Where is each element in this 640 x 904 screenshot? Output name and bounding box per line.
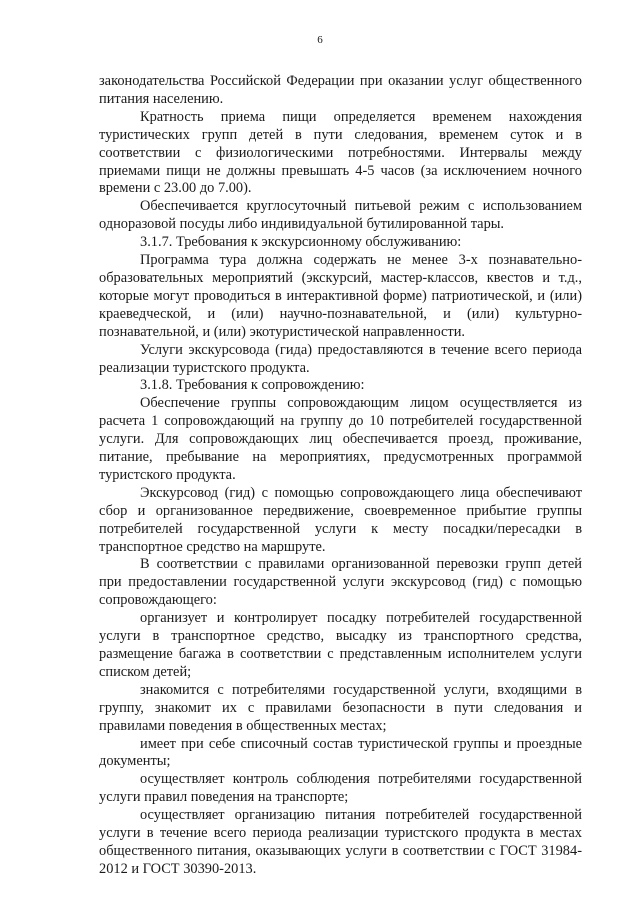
paragraph: Обеспечение группы сопровождающим лицом осуществляется из расчета 1 сопровождающий на группу до 10 потребителей государственной услуги. Для сопровождающих лиц обеспечивается проезд, проживание, питание, пребывание на мероприятиях, предусмотренных программой туристского продукта. [99, 395, 582, 483]
paragraph: Услуги экскурсовода (гида) предоставляются в течение всего периода реализации туристского продукта. [99, 341, 582, 376]
section-heading: 3.1.7. Требования к экскурсионному обслуживанию: [140, 234, 462, 251]
paragraph: Обеспечивается круглосуточный питьевой режим с использованием одноразовой посуды либо индивидуальной бутилированной тары. [99, 198, 582, 233]
list-item: имеет при себе списочный состав туристической группы и проездные документы; [99, 735, 582, 770]
document-body [99, 73, 582, 879]
section-heading: 3.1.8. Требования к сопровождению: [140, 377, 365, 394]
page-number: 6 [317, 34, 323, 46]
list-item: осуществляет организацию питания потребителей государственной услуги в течение всего периода реализации туристского продукта в местах общественного питания, оказывающих услуги в соответствии с ГОСТ 31984-2012 и ГОСТ 30390-2013. [99, 807, 582, 877]
paragraph: Программа тура должна содержать не менее 3-х познавательно-образовательных мероприятий (экскурсий, мастер-классов, квестов и т.д., которые могут проводиться в интерактивной форме) патриотической, и (или) краеведческой, и (или) научно-познавательной, и (или) культурно-познавательной, и (или) экотуристической направленности. [99, 252, 582, 340]
paragraph: В соответствии с правилами организованной перевозки групп детей при предоставлении государственной услуги экскурсовод (гид) с помощью сопровождающего: [99, 556, 582, 609]
list-item: осуществляет контроль соблюдения потребителями государственной услуги правил поведения на транспорте; [99, 771, 582, 806]
paragraph: Экскурсовод (гид) с помощью сопровождающего лица обеспечивают сбор и организованное передвижение, своевременное прибытие группы потребителей государственной услуги к месту посадки/пересадки в транспортное средство на маршруте. [99, 484, 582, 555]
list-item: знакомится с потребителями государственной услуги, входящими в группу, знакомит их с правилами безопасности в пути следования и правилами поведения в общественных местах; [99, 681, 582, 734]
paragraph: законодательства Российской Федерации при оказании услуг общественного питания населению. [99, 73, 582, 107]
list-item: организует и контролирует посадку потребителей государственной услуги в транспортное средство, высадку из транспортного средства, размещение багажа в соответствии с представленным исполнителем услуги списком детей; [99, 610, 582, 680]
paragraph: Кратность приема пищи определяется временем нахождения туристических групп детей в пути следования, временем суток и в соответствии с физиологическими потребностями. Интервалы между приемами пищи не должны превышать 4-5 часов (за исключением ночного времени с 23.00 до 7.00). [99, 108, 582, 197]
